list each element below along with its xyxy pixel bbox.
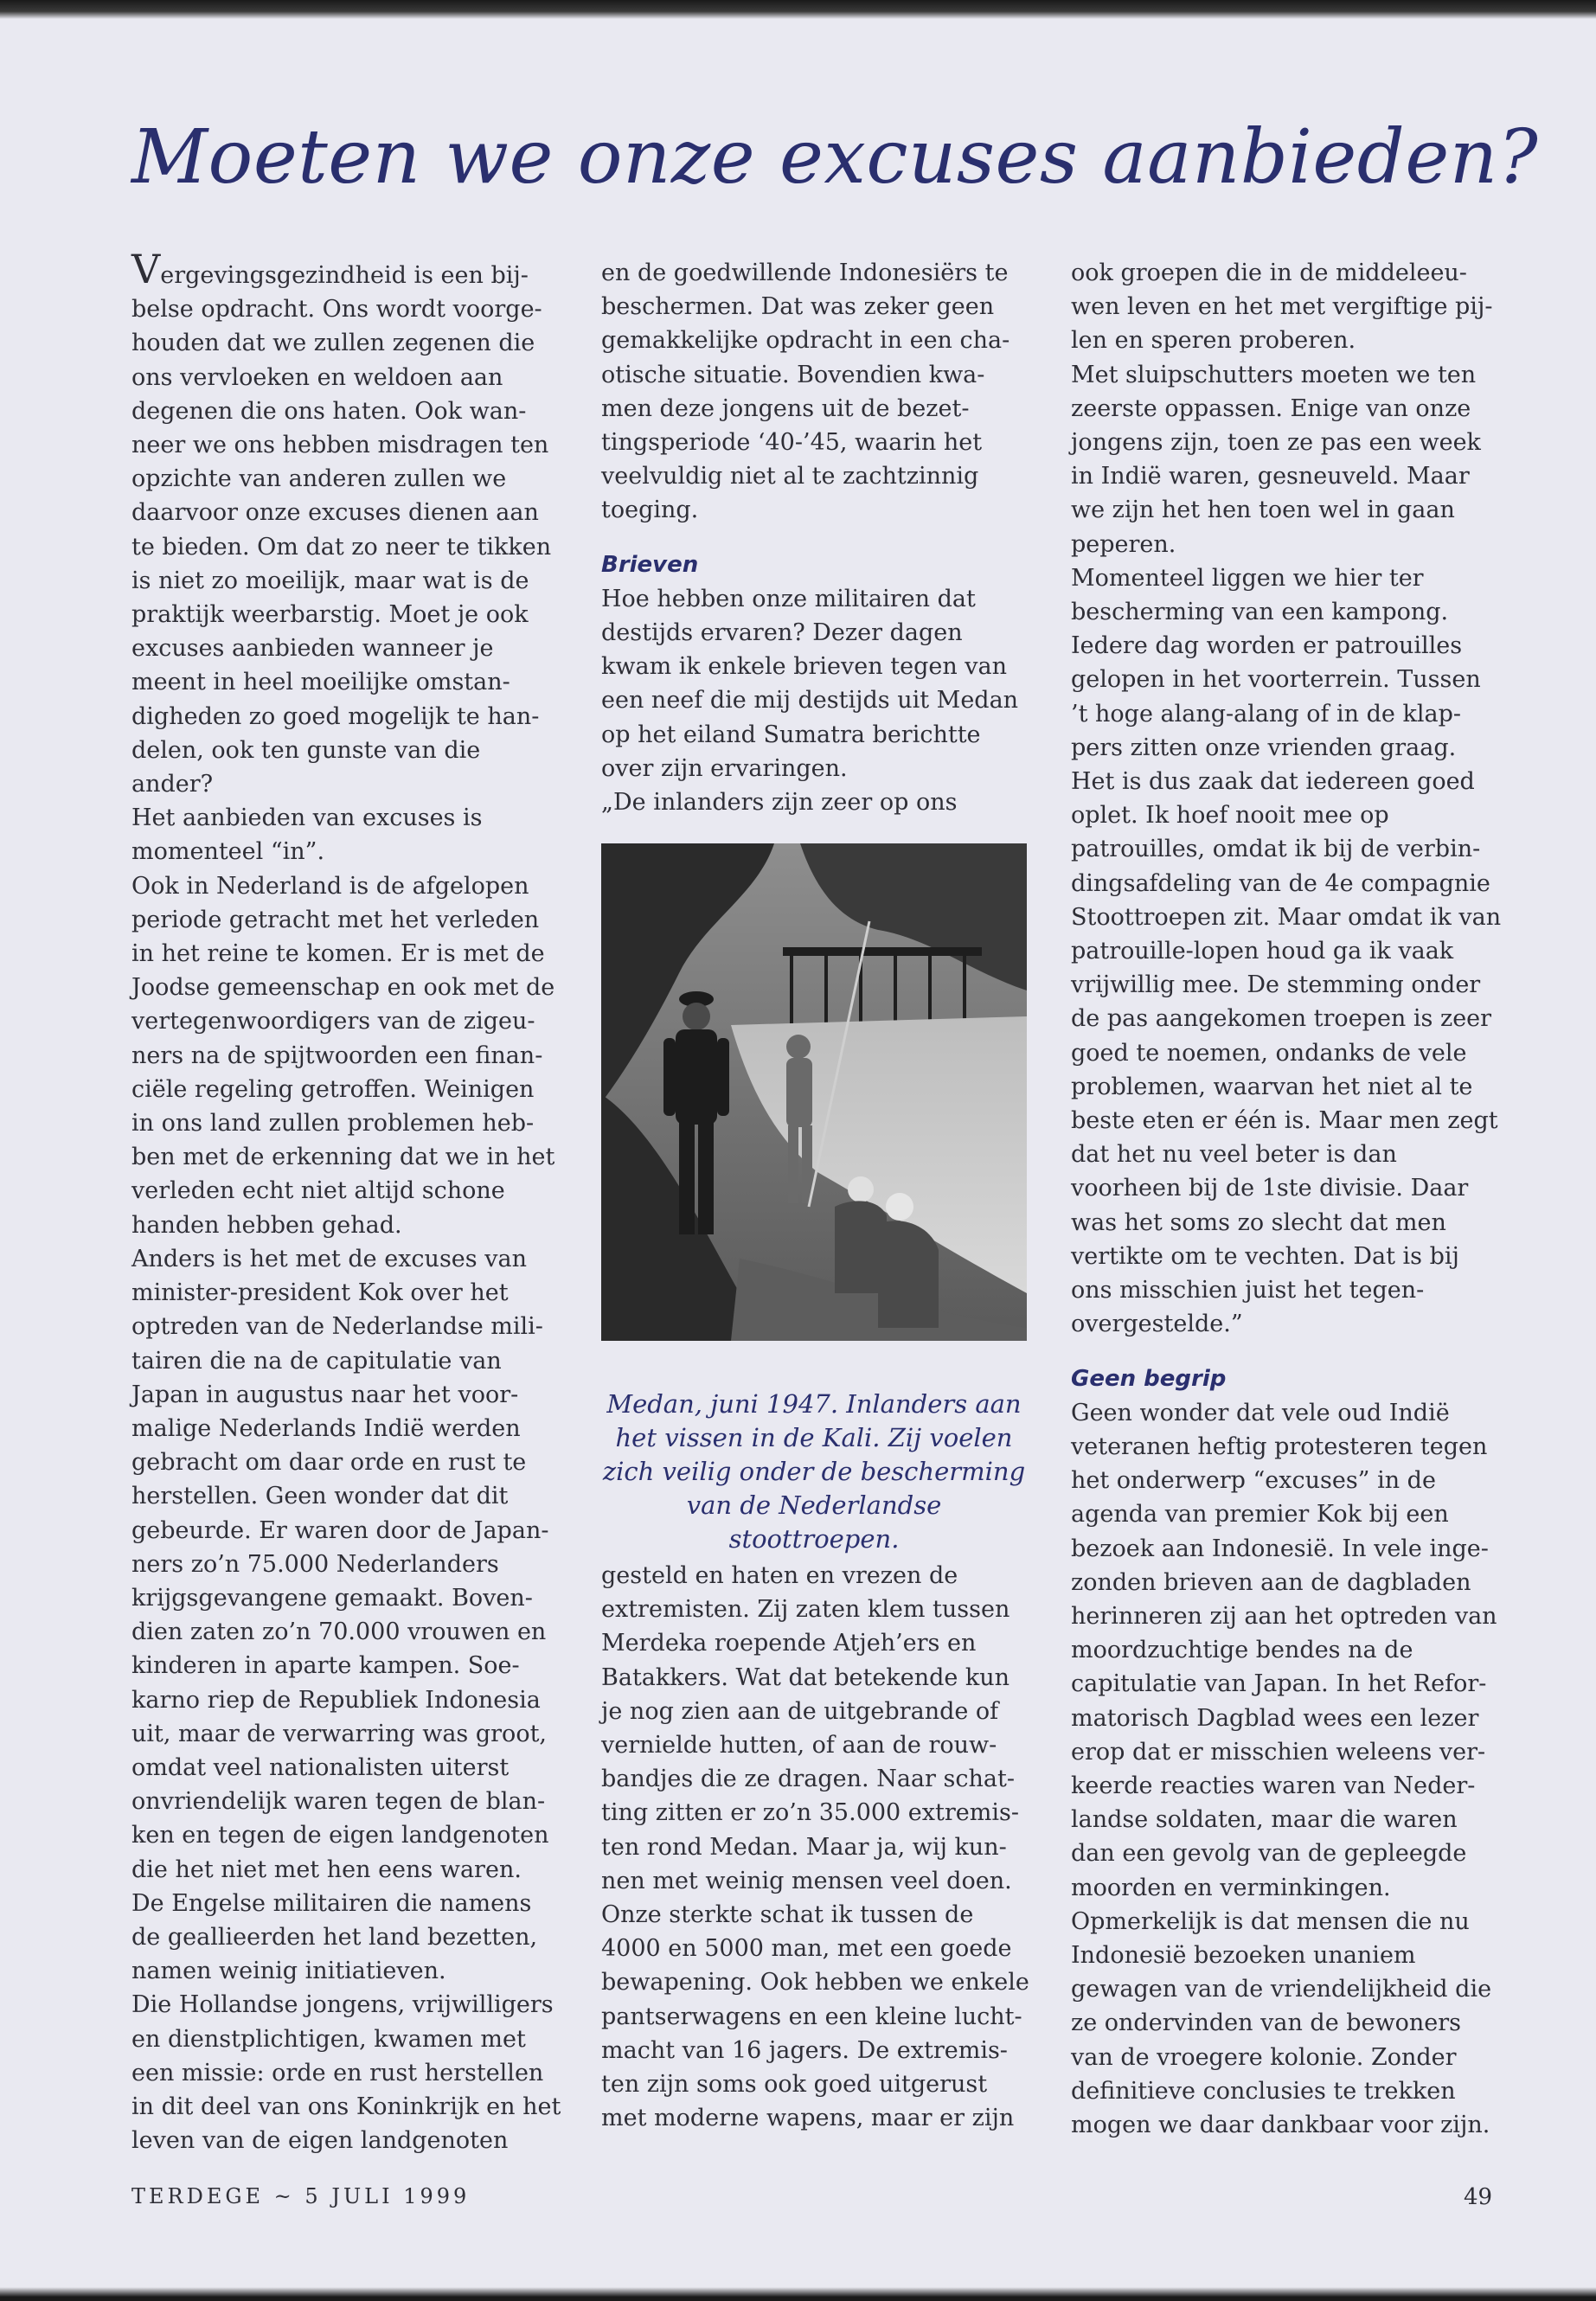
paragraph: en de goedwillende Indonesiërs te beschermen. Dat was zeker geen gemakkelijke opdracht in een cha-otische situatie. Bovendien kwa-men deze jongens uit de bezet-tingsperiode ‘40-’45, waarin het veelvuldig niet al te zachtzinnig toeging. bbox=[601, 260, 1010, 524]
photo-illustration bbox=[601, 843, 1027, 1341]
article-title: Moeten we onze excuses aanbieden? bbox=[131, 114, 1539, 201]
paragraph: De Engelse militairen die namens de geallieerden het land bezetten, namen weinig initiatieven. bbox=[131, 1889, 538, 1985]
paragraph: Anders is het met de excuses van minister-president Kok over het optreden van de Nederlandse mili-tairen die na de capitulatie van Japan in augustus naar het voor-malige Nederlands Indië werden gebracht om daar orde en rust te herstellen. Geen wonder dat dit gebeurde. Er waren door de Japan-ners zo’n 75.000 Nederlanders krijgsgevangene gemaakt. Boven-dien zaten zo’n 70.000 vrouwen en kinderen in aparte kampen. Soe-karno riep de Republiek Indonesia uit, maar de verwarring was groot, omdat veel nationalisten uiterst onvriendelijk waren tegen de blan-ken en tegen de eigen landgenoten die het niet met hen eens waren. bbox=[131, 1245, 549, 1883]
footer-page-number: 49 bbox=[1464, 2184, 1493, 2210]
column-1 bbox=[131, 246, 564, 2157]
paragraph: Vergevingsgezindheid is een bij-belse opdracht. Ons wordt voorge-houden dat we zullen zegenen die ons vervloeken en weldoen aan degenen die ons haten. Ook wan-neer we ons hebben misdragen ten opzichte van anderen zullen we daarvoor onze excuses dienen aan te bieden. Om dat zo neer te tikken is niet zo moeilijk, maar wat is de praktijk weerbarstig. Moet je ook excuses aanbieden wanneer je meent in heel moeilijke omstan-digheden zo goed mogelijk te han-delen, ook ten gunste van die ander? bbox=[131, 246, 552, 798]
paragraph: Momenteel liggen we hier ter bescherming van een kampong. Iedere dag worden er patrouilles gelopen in het voorterrein. Tussen ’t hoge alang-alang of in de klap-pers zitten onze vrienden graag. Het is dus zaak dat iedereen goed oplet. Ik hoef nooit mee op patrouilles, omdat ik bij de verbin-dingsafdeling van de 4e compagnie Stoottroepen zit. Maar omdat ik van patrouille-lopen houd ga ik vaak vrijwillig mee. De stemming onder de pas aangekomen troepen is zeer goed te noemen, ondanks de vele problemen, waarvan het niet al te beste eten er één is. Maar men zegt dat het nu veel beter is dan voorheen bij de 1ste divisie. Daar was het soms zo slecht dat men vertikte om te vechten. Dat is bij ons misschien juist het tegen-overgestelde.” bbox=[1071, 564, 1502, 1338]
column-2-bottom bbox=[601, 1559, 1034, 2135]
paragraph: Hoe hebben onze militairen dat destijds ervaren? Dezer dagen kwam ik enkele brieven tegen van een neef die mij destijds uit Medan op het eiland Sumatra berichtte over zijn ervaringen. bbox=[601, 585, 1019, 782]
paragraph: ook groepen die in de middeleeu-wen leven en het met vergiftige pij-len en speren proberen. bbox=[1071, 260, 1493, 355]
scan-edge-top bbox=[0, 0, 1596, 19]
paragraph: Ook in Nederland is de afgelopen periode getracht met het verleden in het reine te komen. Er is met de Joodse gemeenschap en ook met de vertegenwoordigers van de zigeu-ners na de spijtwoorden een finan-ciële regeling getroffen. Weinigen in ons land zullen problemen heb-ben met de erkenning dat we in het verleden echt niet altijd schone handen hebben gehad. bbox=[131, 872, 555, 1239]
subhead-geen-begrip: Geen begrip bbox=[1071, 1365, 1227, 1392]
scan-edge-bottom bbox=[0, 2287, 1596, 2301]
column-2-top bbox=[601, 256, 1034, 819]
photo-caption: Medan, juni 1947. Inlanders aan het vissen in de Kali. Zij voelen zich veilig onder de bescherming van de Nederlandse stoottroepen. bbox=[602, 1389, 1026, 1554]
paragraph: Opmerkelijk is dat mensen die nu Indonesië bezoeken unaniem gewagen van de vriendelijkheid die ze ondervinden van de bewoners van de vroegere kolonie. Zonder definitieve conclusies te trekken mogen we daar dankbaar voor zijn. bbox=[1071, 1907, 1492, 2138]
paragraph: Geen wonder dat vele oud Indië veteranen heftig protesteren tegen het onderwerp “excuses” in de agenda van premier Kok bij een bezoek aan Indonesië. In vele inge-zonden brieven aan de dagbladen herinneren zij aan het optreden van moordzuchtige bendes na de capitulatie van Japan. In het Refor-matorisch Dagblad wees een lezer erop dat er misschien weleens ver-keerde reacties waren van Neder-landse soldaten, maar die waren dan een gevolg van de gepleegde moorden en verminkingen. bbox=[1071, 1399, 1497, 1901]
photo-medan-1947 bbox=[601, 843, 1027, 1341]
subhead-brieven: Brieven bbox=[601, 551, 699, 578]
footer-publication: TERDEGE ~ 5 JULI 1999 bbox=[131, 2184, 471, 2208]
paragraph: gesteld en haten en vrezen de extremisten. Zij zaten klem tussen Merdeka roepende Atjeh’ers en Batakkers. Wat dat betekende kun je nog zien aan de uitgebrande of vernielde hutten, of aan de rouw-bandjes die ze dragen. Naar schat-ting zitten er zo’n 35.000 extremis-ten rond Medan. Maar ja, wij kun-nen met weinig mensen veel doen. Onze sterkte schat ik tussen de 4000 en 5000 man, met een goede bewapening. Ook hebben we enkele pantserwagens en een kleine lucht-macht van 16 jagers. De extremis-ten zijn soms ook goed uitgerust met moderne wapens, maar er zijn bbox=[601, 1562, 1029, 2132]
paragraph: „De inlanders zijn zeer op ons bbox=[601, 789, 958, 817]
paragraph: Het aanbieden van excuses is momenteel “in”. bbox=[131, 804, 483, 866]
paragraph: Die Hollandse jongens, vrijwilligers en dienstplichtigen, kwamen met een missie: orde en rust herstellen in dit deel van ons Koninkrijk en het leven van de eigen landgenoten bbox=[131, 1991, 561, 2155]
paragraph: Met sluipschutters moeten we ten zeerste oppassen. Enige van onze jongens zijn, toen ze pas een week in Indië waren, gesneuveld. Maar we zijn het hen toen wel in gaan peperen. bbox=[1071, 361, 1481, 558]
column-3 bbox=[1071, 256, 1503, 2142]
